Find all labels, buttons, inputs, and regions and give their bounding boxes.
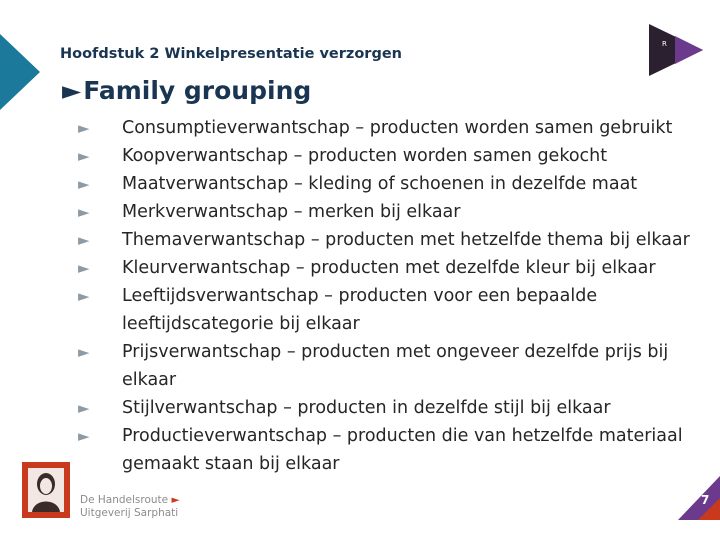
- title-arrow-icon: ►: [62, 76, 82, 105]
- bullet-text: Productieverwantschap – producten die van hetzelfde materiaal gemaakt staan bij elkaar: [122, 426, 683, 474]
- logo-letter-1: 1: [692, 57, 696, 64]
- bullet-arrow-icon: ►: [78, 259, 90, 277]
- bullet-text: Prijsverwantschap – producten met ongeveer dezelfde prijs bij elkaar: [122, 342, 669, 390]
- publisher-logo: [22, 462, 70, 518]
- slide-title: [62, 76, 311, 105]
- bullet-text: Themaverwantschap – producten met hetzelfde thema bij elkaar: [122, 230, 690, 250]
- bullet-arrow-icon: ►: [78, 119, 90, 137]
- publisher-name-line2: Uitgeverij Sarphati: [80, 507, 179, 519]
- portrait-image: [28, 468, 64, 512]
- bullet-item: [78, 226, 698, 254]
- slide-title-text: Family grouping: [83, 76, 312, 105]
- chapter-title: Hoofdstuk 2 Winkelpresentatie verzorgen: [60, 46, 402, 62]
- bullet-arrow-icon: ►: [78, 427, 90, 445]
- logo-diamond-purple: [675, 36, 703, 64]
- publisher-arrow-icon: ►: [171, 494, 180, 506]
- page-corner-decoration: [678, 476, 720, 520]
- bullet-arrow-icon: ►: [78, 175, 90, 193]
- bullet-arrow-icon: ►: [78, 287, 90, 305]
- bullet-text: Leeftijdsverwantschap – producten voor een bepaalde leeftijdscategorie bij elkaar: [122, 286, 598, 334]
- bullet-item: [78, 338, 698, 394]
- bullet-arrow-icon: ►: [78, 399, 90, 417]
- bullet-arrow-icon: ►: [78, 343, 90, 361]
- bullet-arrow-icon: ►: [78, 231, 90, 249]
- bullet-arrow-icon: ►: [78, 203, 90, 221]
- bullet-item: [78, 170, 698, 198]
- bullet-text: Maatverwantschap – kleding of schoenen in dezelfde maat: [122, 174, 638, 194]
- page-number: 7: [701, 493, 710, 507]
- bullet-text: Stijlverwantschap – producten in dezelfde stijl bij elkaar: [122, 398, 611, 418]
- bullet-text: Merkverwantschap – merken bij elkaar: [122, 202, 461, 222]
- bullet-item: [78, 282, 698, 338]
- bullet-item: [78, 422, 698, 478]
- bullet-item: [78, 394, 698, 422]
- bullet-item: [78, 254, 698, 282]
- bullet-item: [78, 198, 698, 226]
- bullet-arrow-icon: ►: [78, 147, 90, 165]
- bullet-item: [78, 142, 698, 170]
- course-logo: [645, 24, 707, 76]
- publisher-name: [80, 494, 180, 520]
- publisher-name-line1: De Handelsroute: [80, 494, 169, 506]
- bullet-item: [78, 114, 698, 142]
- bullet-text: Consumptieverwantschap – producten worden samen gebruikt: [122, 118, 673, 138]
- left-arrow-decoration: [0, 34, 40, 110]
- bullet-text: Kleurverwantschap – producten met dezelfde kleur bij elkaar: [122, 258, 656, 278]
- bullet-list: [78, 114, 698, 478]
- logo-letter-r: R: [662, 40, 667, 48]
- bullet-text: Koopverwantschap – producten worden samen gekocht: [122, 146, 608, 166]
